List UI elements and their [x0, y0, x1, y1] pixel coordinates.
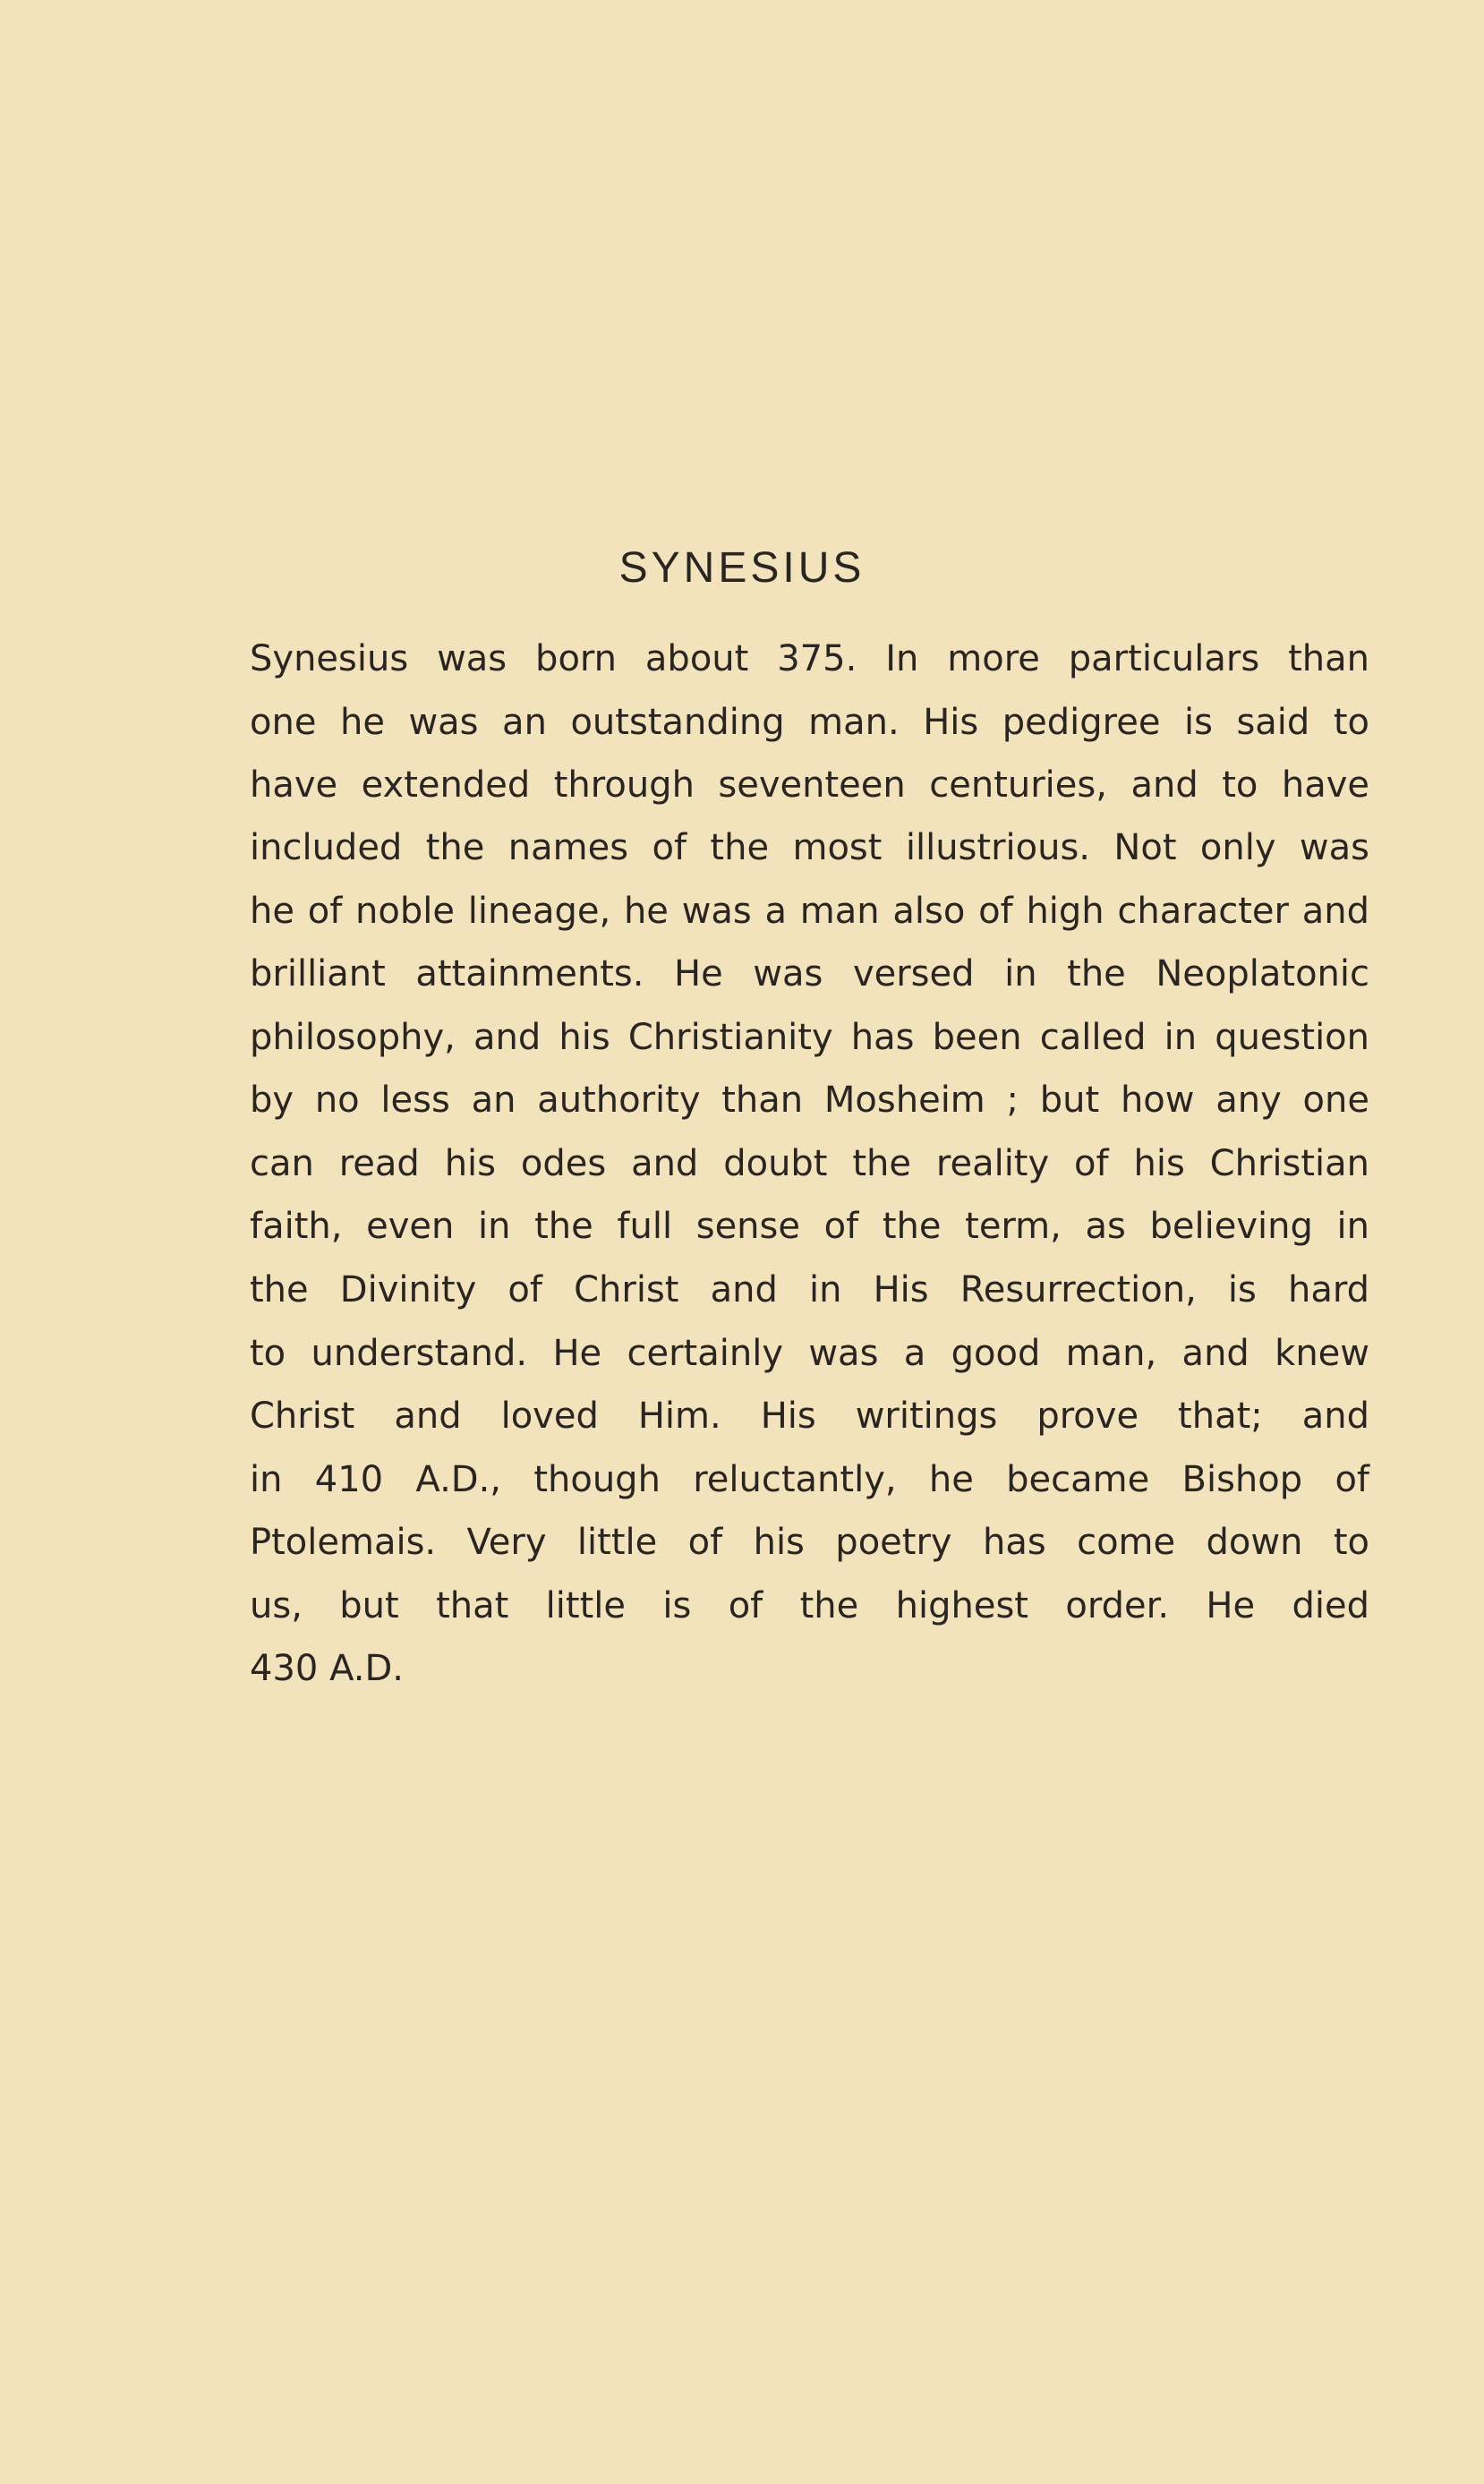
- text-line-7: philosophy, and his Christianity has been called in question: [250, 1017, 1369, 1058]
- text-line-10: faith, even in the full sense of the term, as believing in: [250, 1206, 1369, 1247]
- text-line-2: one he was an outstanding man. His pedigree is said to: [250, 702, 1369, 743]
- text-line-6: brilliant attainments. He was versed in the Neoplatonic: [250, 953, 1369, 994]
- text-line-11: the Divinity of Christ and in His Resurrection, is hard: [250, 1269, 1369, 1310]
- text-line-16: us, but that little is of the highest order. He died: [250, 1585, 1369, 1626]
- text-line-9: can read his odes and doubt the reality of his Christian: [250, 1143, 1369, 1184]
- text-line-5: he of noble lineage, he was a man also of high character and: [250, 891, 1369, 932]
- text-line-13: Christ and loved Him. His writings prove that; and: [250, 1396, 1369, 1437]
- text-line-8: by no less an authority than Mosheim ; but how any one: [250, 1080, 1369, 1121]
- page-title: SYNESIUS: [618, 544, 866, 592]
- text-line-3: have extended through seventeen centuries, and to have: [250, 764, 1369, 806]
- text-line-15: Ptolemais. Very little of his poetry has come down to: [250, 1522, 1369, 1563]
- text-line-12: to understand. He certainly was a good man, and knew: [250, 1333, 1369, 1374]
- text-line-4: included the names of the most illustrious. Not only was: [250, 827, 1369, 868]
- text-line-1: Synesius was born about 375. In more particulars than: [250, 638, 1369, 679]
- text-line-14: in 410 A.D., though reluctantly, he became Bishop of: [250, 1459, 1369, 1500]
- text-line-17: 430 A.D.: [250, 1648, 404, 1689]
